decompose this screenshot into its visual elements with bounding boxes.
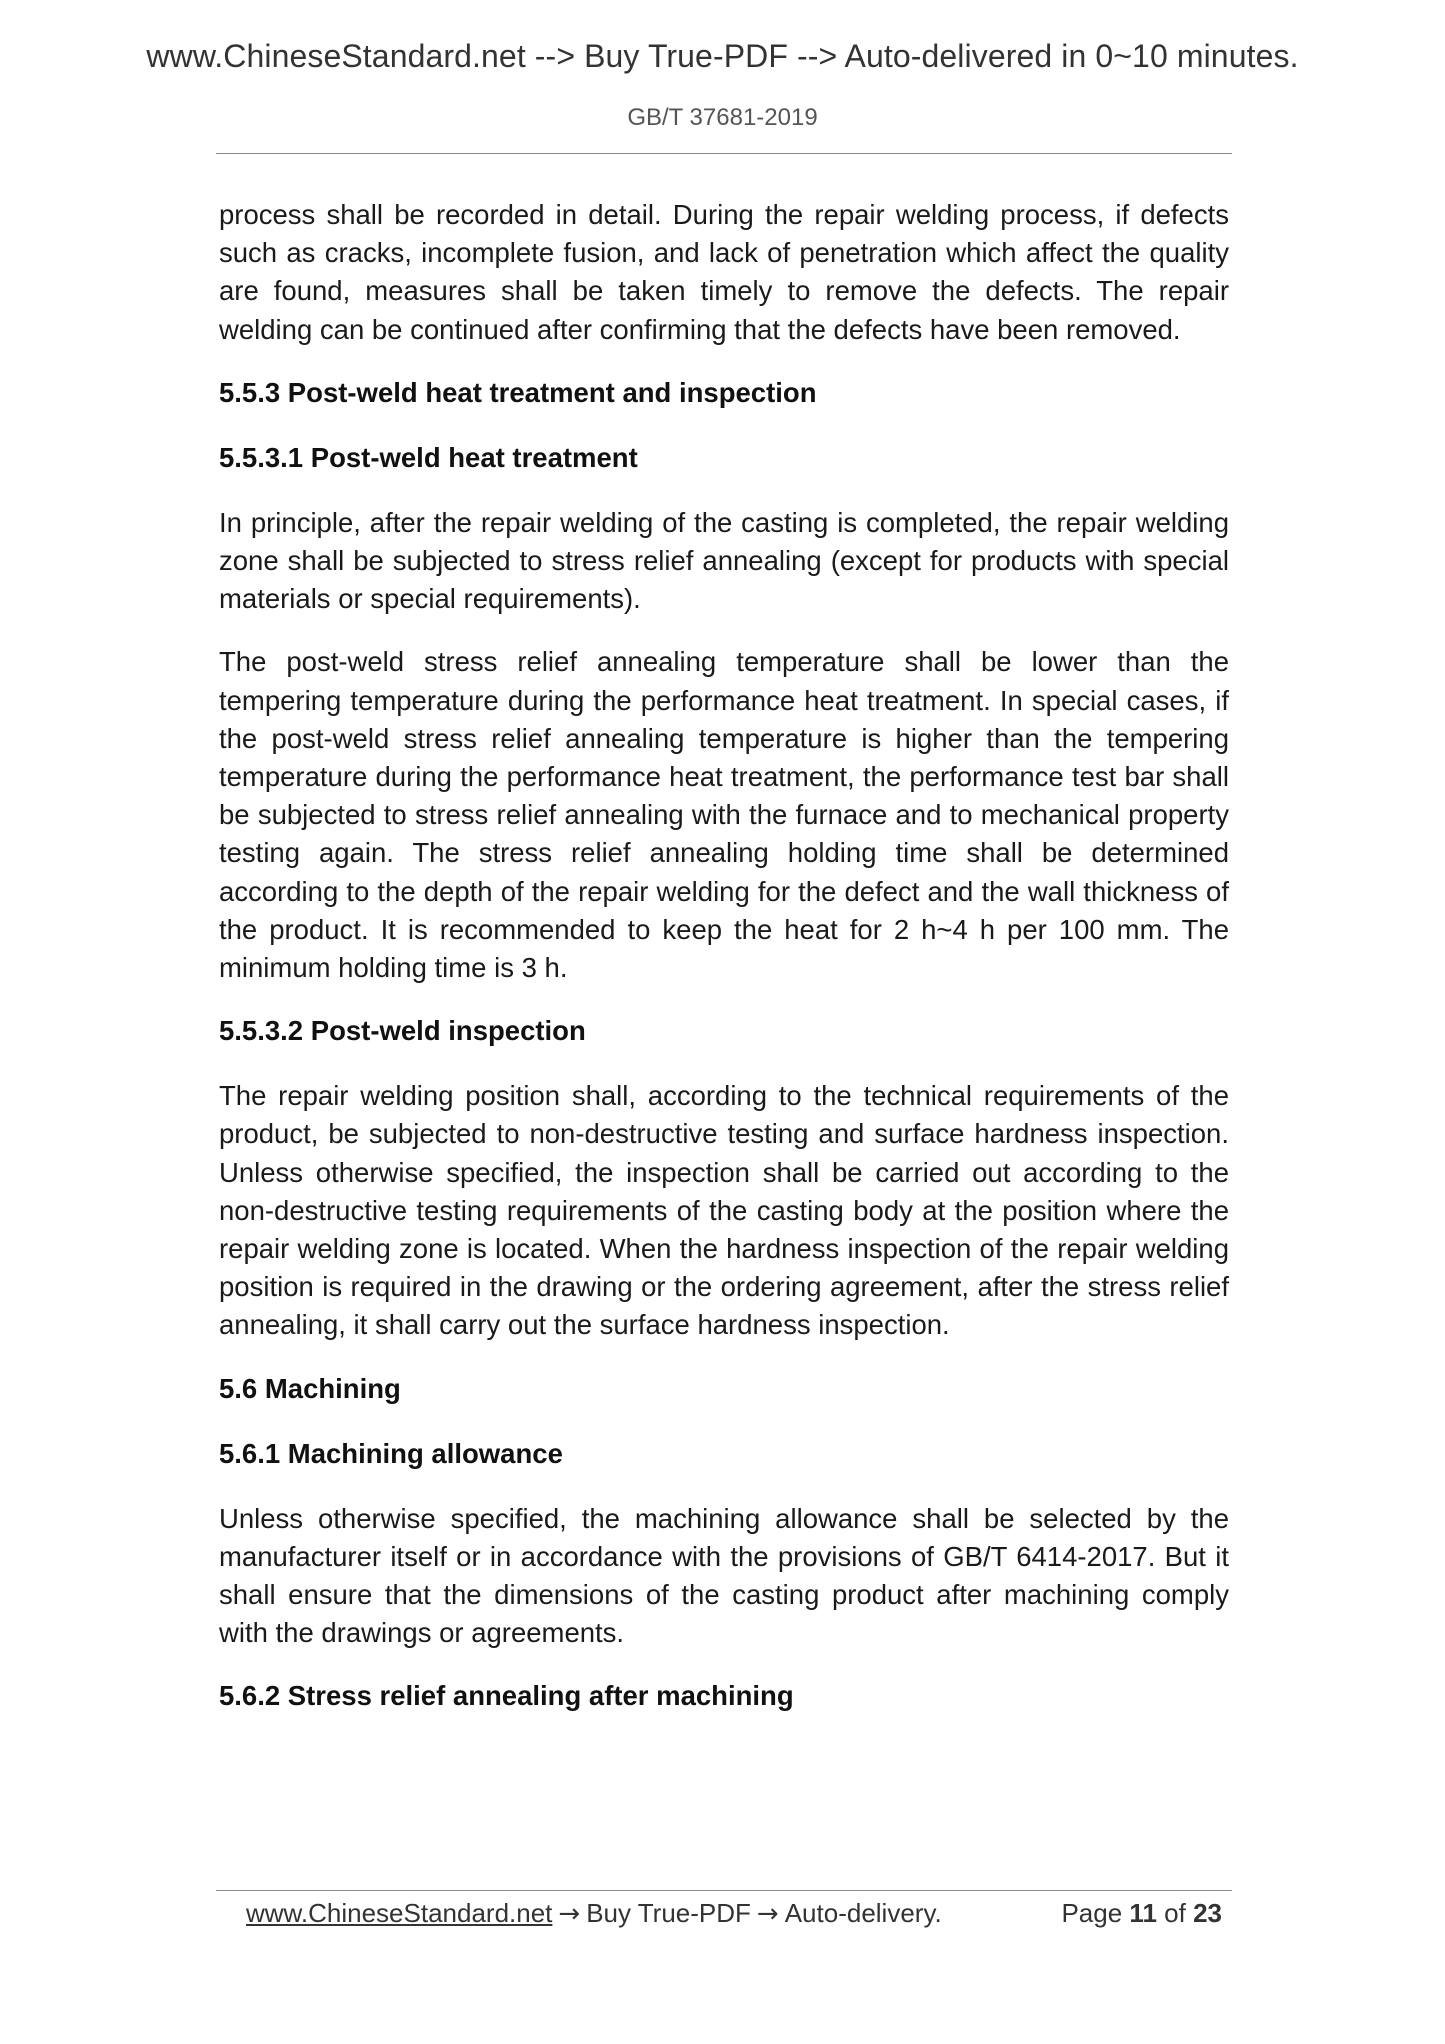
heading-5-5-3: 5.5.3 Post-weld heat treatment and inspection <box>219 376 817 408</box>
footer-links <box>246 1898 942 1929</box>
heading-5-6-2: 5.6.2 Stress relief annealing after machining <box>219 1680 794 1712</box>
page-indicator <box>1061 1898 1222 1929</box>
footer-site-link[interactable]: www.ChineseStandard.net <box>246 1898 553 1928</box>
header-divider <box>216 153 1232 154</box>
paragraph-machining-allowance: Unless otherwise specified, the machining allowance shall be selected by the manufacturer itself or in accordance with the provisions of GB/T 6414-2017. But it shall ensure that the dimensions of the casting product after machining comply with the drawings or agreements. <box>219 1502 1229 1649</box>
page-footer <box>216 1898 1232 1934</box>
heading-5-5-3-2: 5.5.3.2 Post-weld inspection <box>219 1015 586 1047</box>
arrow-right-icon: → <box>558 1899 581 1929</box>
document-body <box>219 196 1229 1742</box>
standard-code: GB/T 37681-2019 <box>627 104 818 131</box>
top-banner: www.ChineseStandard.net --> Buy True-PDF --> Auto-delivered in 0~10 minutes. <box>146 38 1299 74</box>
page-current: 11 <box>1129 1898 1157 1928</box>
heading-5-6-1: 5.6.1 Machining allowance <box>219 1437 563 1469</box>
paragraph-post-weld-inspection: The repair welding position shall, according to the technical requirements of the product, be subjected to non-destructive testing and surface hardness inspection. Unless otherwise specified, the inspection shall be carried out according to the non-destructive testing requirements of the casting body at the position where the repair welding zone is located. When the hardness inspection of the repair welding position is required in the drawing or the ordering agreement, after the stress relief annealing, it shall carry out the surface hardness inspection. <box>219 1080 1229 1341</box>
paragraph-annealing-temperature: The post-weld stress relief annealing temperature shall be lower than the tempering temperature during the performance heat treatment. In special cases, if the post-weld stress relief annealing temperature is higher than the tempering temperature during the performance heat treatment, the performance test bar shall be subjected to stress relief annealing with the furnace and to mechanical property testing again. The stress relief annealing holding time shall be determined according to the depth of the repair welding for the defect and the wall thickness of the product. It is recommended to keep the heat for 2 h~4 h per 100 mm. The minimum holding time is 3 h. <box>219 646 1229 984</box>
arrow-right-icon: → <box>756 1899 779 1929</box>
paragraph-stress-relief-principle: In principle, after the repair welding of the casting is completed, the repair welding zone shall be subjected to stress relief annealing (except for products with special materials or special requirements). <box>219 506 1229 615</box>
page-label: Page <box>1061 1898 1123 1928</box>
footer-delivery-text: Auto-delivery. <box>784 1898 942 1928</box>
page-total: 23 <box>1193 1898 1222 1928</box>
footer-divider <box>216 1890 1232 1891</box>
paragraph-repair-welding-record: process shall be recorded in detail. During the repair welding process, if defects such as cracks, incomplete fusion, and lack of penetration which affect the quality are found, measures shall be taken timely to remove the defects. The repair welding can be continued after confirming that the defects have been removed. <box>219 199 1229 345</box>
of-label: of <box>1164 1898 1186 1928</box>
heading-5-5-3-1: 5.5.3.1 Post-weld heat treatment <box>219 441 638 473</box>
heading-5-6: 5.6 Machining <box>219 1372 401 1404</box>
footer-buy-text: Buy True-PDF <box>586 1898 751 1928</box>
